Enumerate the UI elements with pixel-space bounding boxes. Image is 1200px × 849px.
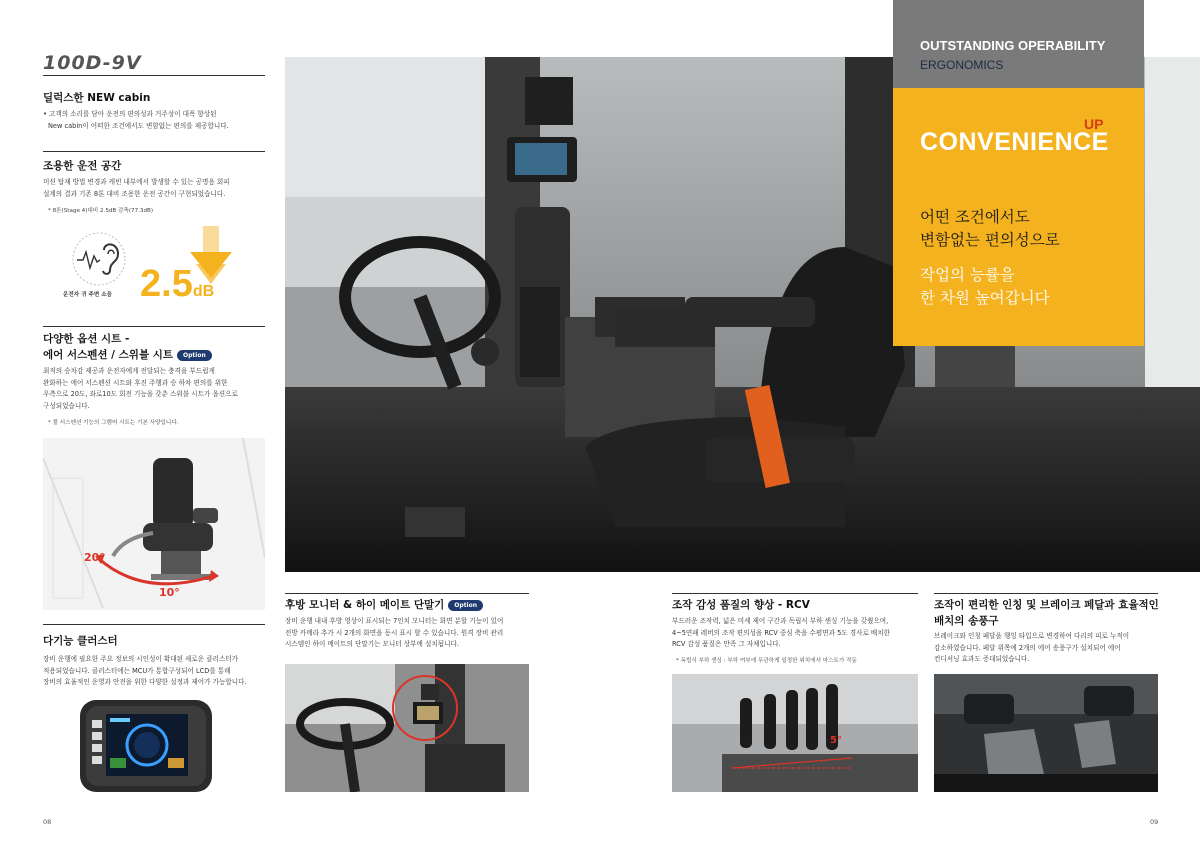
divider — [672, 593, 918, 594]
rcv-note: * 독립식 부하 센싱 : 부하 여부에 무관하게 일정한 위치에서 마스트가 작동 — [676, 658, 857, 664]
rcv-body: 부드러운 조작력, 넓은 미세 제어 구간과 독립식 부하 센싱 기능을 갖췄으며, 4~5연패 레버의 조작 편의성을 RCV 중심 축을 수평면과 5도 경사로 배치한 RCV 감성 품질은 만족 그 자체입니다. — [672, 617, 891, 648]
cluster-body: 장비 운행에 필요한 주요 정보의 시인성이 확대된 새로운 클러스터가 적용되었습니다. 클러스터에는 MCU가 통합구성되어 LCD를 통해 장비의 효율적인 운영과 안전을 위한 다양한 설정과 제어가 가능합니다. — [43, 655, 247, 686]
monitor-title: 후방 모니터 & 하이 메이트 단말기 Option — [285, 597, 483, 613]
page-number-right: 09 — [1150, 818, 1159, 826]
angle-left-label: 10° — [159, 586, 180, 599]
cluster-title: 다기능 클러스터 — [43, 635, 118, 647]
rcv-title: 조작 감성 품질의 향상 - RCV — [672, 599, 810, 611]
seat-note: * 풀 서스펜션 기능의 그램머 시트는 기본 사양입니다. — [48, 420, 179, 426]
divider — [285, 593, 529, 594]
monitor-body: 장비 운행 내내 후방 영상이 표시되는 7인치 모니터는 화면 분할 기능이 있어 전방 카메라 추가 시 2개의 화면을 동시 표시 할 수 있습니다. 원격 장비 관리 시스템인 하이 메이트의 단말기는 모니터 상부에 설치됩니다. — [285, 617, 504, 648]
quiet-note: * 8톤(Stage 4)대비 2.5dB 감축(77.3dB) — [48, 208, 154, 214]
section-tag-title: OUTSTANDING OPERABILITY — [920, 38, 1106, 53]
ear-icon — [72, 232, 127, 287]
convenience-heading: CONVENIENCE — [920, 128, 1109, 156]
rcv-angle-label: 5° — [830, 735, 842, 746]
cabin-body: • 고객의 소리를 담아 운전의 편의성과 거주성이 대폭 향상된 New cabin이 어떠한 조건에서도 변함없는 편의를 제공합니다. — [43, 110, 229, 130]
option-badge: Option — [448, 600, 483, 611]
seat-image — [43, 438, 265, 610]
rcv-lever-photo — [672, 674, 918, 792]
cluster-display-image — [80, 700, 212, 792]
pedal-title: 조작이 편리한 인칭 및 브레이크 페달과 효율적인 배치의 송풍구 — [934, 599, 1159, 627]
rear-monitor-photo — [285, 664, 529, 792]
subline-text: 작업의 능률을 한 차원 높여갑니다 — [920, 266, 1050, 307]
divider — [934, 593, 1158, 594]
divider — [43, 326, 265, 327]
section-tag-subtitle: ERGONOMICS — [920, 58, 1004, 72]
quiet-body: 미션 탑재 방법 변경과 캐빈 내부에서 발생할 수 있는 공명음 회피 설계의 결과 기존 8톤 대비 조용한 운전 공간이 구현되었습니다. — [43, 178, 230, 198]
angle-right-label: 20° — [84, 551, 105, 564]
seat-body: 최적의 승차감 제공과 운전자에게 전달되는 충격을 부드럽게 완화하는 에어 서스펜션 시트와 후진 주행과 승 하차 편의를 위한 우측으로 20도, 좌로10도 회전 기능을 갖춘 스위블 시트가 옵션으로 구성되었습니다. — [43, 367, 238, 410]
model-name: 100D-9V — [43, 52, 142, 74]
headline-text: 어떤 조건에서도 변함없는 편의성으로 — [920, 208, 1060, 249]
pedal-photo — [934, 674, 1158, 792]
seat-title: 다양한 옵션 시트 - 에어 서스펜션 / 스위블 시트 Option — [43, 331, 212, 363]
quiet-title: 조용한 운전 공간 — [43, 160, 122, 172]
divider — [43, 624, 265, 625]
divider — [43, 151, 265, 152]
cabin-title: 딜럭스한 NEW cabin — [43, 92, 151, 104]
noise-reduction-value: 2.5dB — [140, 263, 215, 305]
up-label: UP — [1084, 116, 1104, 132]
page-number-left: 08 — [43, 818, 52, 826]
ear-label: 운전자 귀 주변 소음 — [63, 292, 113, 298]
divider — [43, 75, 265, 76]
pedal-body: 브레이크와 인칭 페달을 행잉 타입으로 변경하여 다리의 피로 누적이 감소하였습니다. 페달 위쪽에 2개의 에어 송풍구가 설치되어 에어 컨디셔닝 효과도 증대되었습니다. — [934, 632, 1130, 663]
option-badge: Option — [177, 350, 212, 361]
